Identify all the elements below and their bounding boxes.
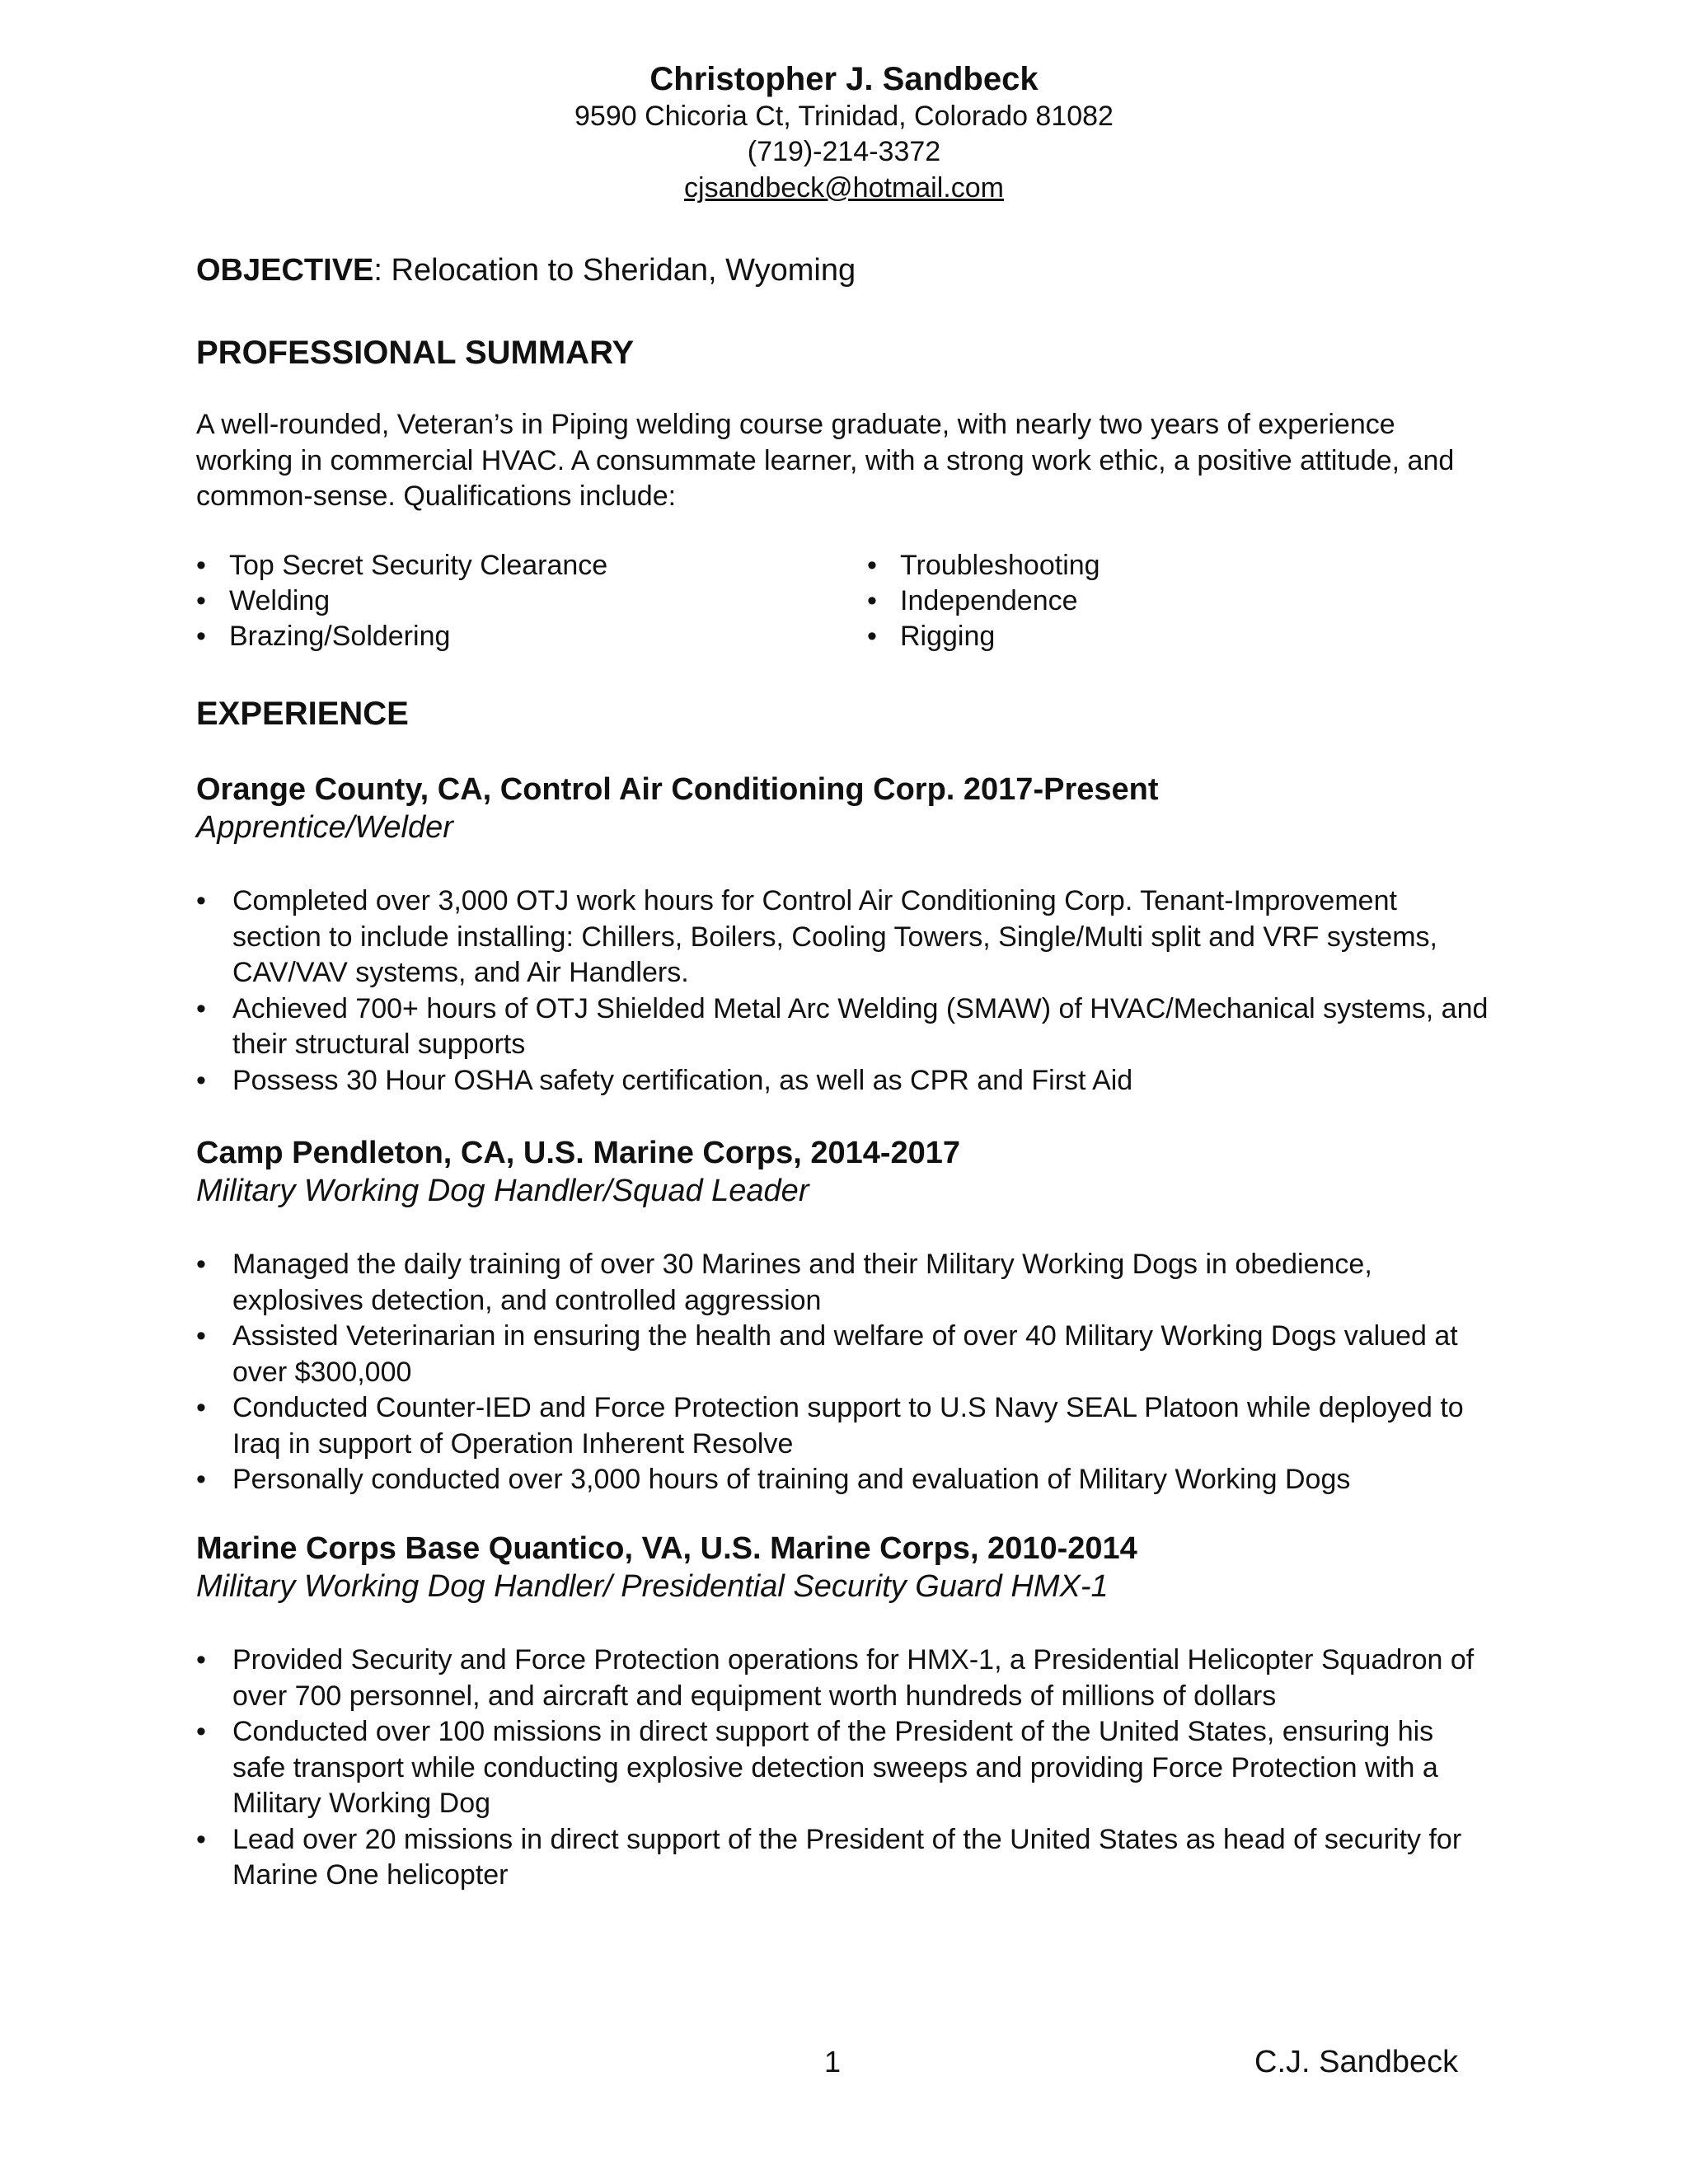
candidate-name: Christopher J. Sandbeck — [649, 61, 1039, 97]
qualification-item: • Top Secret Security Clearance — [196, 548, 607, 583]
job-bullet: • Managed the daily training of over 30 Marines and their Military Working Dogs in obedience, explosives detection, and controlled aggression — [196, 1247, 1490, 1319]
phone: (719)-214-3372 — [747, 136, 941, 167]
objective-label: OBJECTIVE — [196, 253, 374, 288]
qualifications-right — [867, 548, 1100, 654]
job-title: Camp Pendleton, CA, U.S. Marine Corps, 2014-2017 — [196, 1136, 961, 1170]
page-number: 1 — [824, 2045, 842, 2079]
qualification-item: • Brazing/Soldering — [196, 619, 607, 654]
job-bullet: • Conducted Counter-IED and Force Protection support to U.S Navy SEAL Platoon while deployed to Iraq in support of Operation Inherent Resolve — [196, 1390, 1490, 1462]
footer-name: C.J. Sandbeck — [1254, 2045, 1459, 2079]
qualification-item: • Independence — [867, 583, 1100, 619]
experience-heading: EXPERIENCE — [196, 696, 409, 732]
qualification-item: • Troubleshooting — [867, 548, 1100, 583]
qualifications-left — [196, 548, 607, 654]
job-title: Orange County, CA, Control Air Conditioning Corp. 2017-Present — [196, 772, 1159, 807]
email-link[interactable]: cjsandbeck@hotmail.com — [684, 172, 1004, 204]
qualification-item: • Welding — [196, 583, 607, 619]
objective — [196, 251, 856, 289]
objective-text: : Relocation to Sheridan, Wyoming — [373, 253, 856, 288]
address: 9590 Chicoria Ct, Trinidad, Colorado 81082 — [574, 101, 1114, 132]
job-bullet: • Conducted over 100 missions in direct support of the President of the United States, ensuring his safe transport while conducting explosive detection sweeps and providing Force Protection with a Military Working Dog — [196, 1714, 1490, 1822]
job-bullet: • Lead over 20 missions in direct support of the President of the United States as head of security for Marine One helicopter — [196, 1822, 1490, 1894]
job-bullet: • Achieved 700+ hours of OTJ Shielded Metal Arc Welding (SMAW) of HVAC/Mechanical systems, and their structural supports — [196, 991, 1490, 1063]
job-bullet: • Provided Security and Force Protection operations for HMX-1, a Presidential Helicopter Squadron of over 700 personnel, and aircraft and equipment worth hundreds of millions of dollars — [196, 1643, 1490, 1714]
job-bullets — [196, 1247, 1490, 1498]
job-bullets — [196, 883, 1490, 1099]
job-bullet: • Completed over 3,000 OTJ work hours for Control Air Conditioning Corp. Tenant-Improvement section to include installing: Chillers, Boilers, Cooling Towers, Single/Multi split and VRF systems, CAV/VAV systems, and Air Handlers. — [196, 883, 1490, 991]
job-role: Military Working Dog Handler/ Presidential Security Guard HMX-1 — [196, 1569, 1109, 1604]
summary-text: A well-rounded, Veteran’s in Piping welding course graduate, with nearly two years of experience working in commercial HVAC. A consummate learner, with a strong work ethic, a positive attitude, and common-sense. Qualifications include: — [196, 409, 1455, 512]
job-bullet: • Personally conducted over 3,000 hours of training and evaluation of Military Working Dogs — [196, 1462, 1490, 1498]
job-bullet: • Possess 30 Hour OSHA safety certification, as well as CPR and First Aid — [196, 1063, 1490, 1099]
job-role: Apprentice/Welder — [196, 810, 453, 845]
email-line — [0, 171, 1688, 205]
job-role: Military Working Dog Handler/Squad Leader — [196, 1174, 809, 1208]
qualification-item: • Rigging — [867, 619, 1100, 654]
job-bullets — [196, 1643, 1490, 1894]
summary-heading: PROFESSIONAL SUMMARY — [196, 335, 635, 371]
job-bullet: • Assisted Veterinarian in ensuring the health and welfare of over 40 Military Working Dogs valued at over $300,000 — [196, 1319, 1490, 1390]
job-title: Marine Corps Base Quantico, VA, U.S. Marine Corps, 2010-2014 — [196, 1531, 1137, 1566]
